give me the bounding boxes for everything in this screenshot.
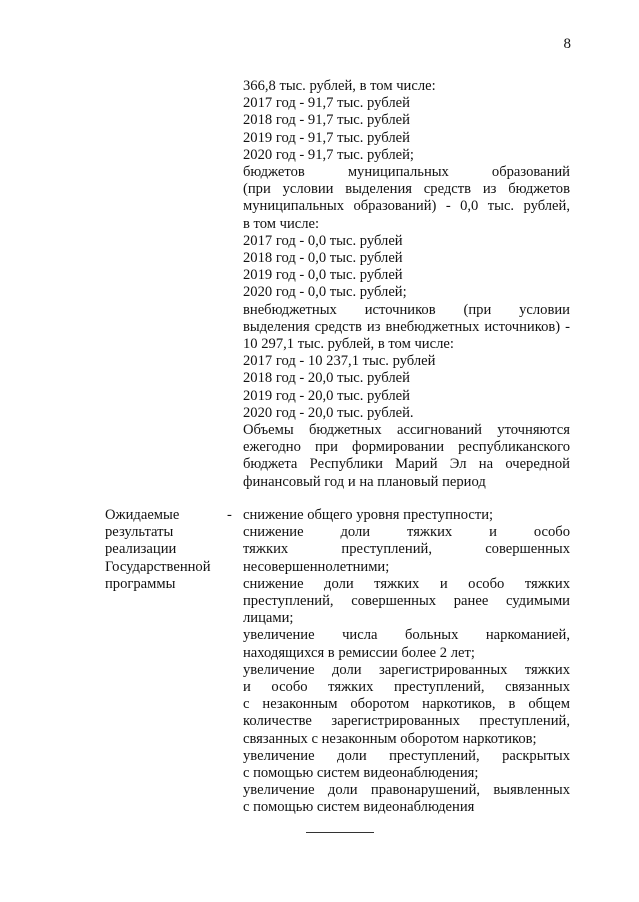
text-line: 2019 год - 0,0 тыс. рублей (243, 267, 403, 284)
page-number: 8 (563, 36, 571, 52)
text-line: преступлений, совершенных ранее судимыми (243, 593, 570, 610)
text-line: 2020 год - 20,0 тыс. рублей. (243, 404, 414, 421)
result-item (243, 524, 570, 576)
text-line: связанных с незаконным оборотом наркотиков; (243, 730, 537, 747)
text-line: увеличение доли правонарушений, выявленных (243, 782, 570, 799)
end-divider (306, 832, 374, 833)
text-line: 366,8 тыс. рублей, в том числе: (243, 78, 436, 94)
text-line: в том числе: (243, 215, 320, 232)
result-item (243, 748, 570, 782)
label-dash: - (227, 507, 232, 523)
text-line: бюджетов муниципальных образований (243, 164, 570, 181)
text-line: внебюджетных источников (при условии (243, 301, 570, 318)
result-item (243, 507, 570, 524)
expected-results-list (243, 507, 570, 817)
label-line: Государственной (105, 558, 211, 575)
result-item (243, 627, 570, 661)
text-line: ежегодно при формировании республиканского (243, 439, 570, 456)
text-line: финансовый год и на плановый период (243, 473, 486, 490)
result-item (243, 782, 570, 816)
text-line: с помощью систем видеонаблюдения (243, 799, 475, 816)
text-line: 2019 год - 20,0 тыс. рублей (243, 387, 410, 404)
text-line: снижение доли тяжких и особо тяжких (243, 575, 570, 592)
results-label (105, 507, 223, 593)
label-line: Ожидаемые (105, 507, 180, 523)
text-line: бюджета Республики Марий Эл на очередной (243, 456, 570, 473)
text-line: 2019 год - 91,7 тыс. рублей (243, 129, 410, 146)
text-line: 10 297,1 тыс. рублей, в том числе: (243, 336, 454, 353)
text-line: увеличение доли зарегистрированных тяжких (243, 661, 570, 678)
text-line: увеличение доли преступлений, раскрытых (243, 747, 570, 764)
text-line: муниципальных образований) - 0,0 тыс. рублей, (243, 198, 570, 215)
label-line: реализации (105, 541, 177, 558)
funding-sources-text (243, 78, 570, 491)
text-line: 2017 год - 0,0 тыс. рублей (243, 232, 403, 249)
label-line: программы (105, 575, 176, 592)
text-line: 2020 год - 0,0 тыс. рублей; (243, 284, 407, 301)
text-line: выделения средств из внебюджетных источников) - (243, 318, 570, 335)
text-line: 2017 год - 91,7 тыс. рублей (243, 95, 410, 112)
text-line: лицами; (243, 610, 294, 627)
result-item (243, 576, 570, 628)
text-line: Объемы бюджетных ассигнований уточняются (243, 422, 570, 439)
text-line: с помощью систем видеонаблюдения; (243, 765, 479, 782)
text-line: тяжких преступлений, совершенных (243, 541, 570, 558)
text-line: 2018 год - 20,0 тыс. рублей (243, 370, 410, 387)
text-line: снижение доли тяжких и особо (243, 524, 570, 541)
result-item (243, 662, 570, 748)
text-line: с незаконным оборотом наркотиков, в общем (243, 696, 570, 713)
text-line: 2018 год - 91,7 тыс. рублей (243, 112, 410, 129)
text-line: 2020 год - 91,7 тыс. рублей; (243, 146, 414, 163)
text-line: 2018 год - 0,0 тыс. рублей (243, 250, 403, 267)
text-line: количестве зарегистрированных преступлений, (243, 713, 570, 730)
text-line: несовершеннолетними; (243, 558, 390, 575)
text-line: 2017 год - 10 237,1 тыс. рублей (243, 353, 436, 370)
text-line: (при условии выделения средств из бюджетов (243, 181, 570, 198)
text-line: увеличение числа больных наркоманией, (243, 627, 570, 644)
text-line: и особо тяжких преступлений, связанных (243, 679, 570, 696)
label-line: результаты (105, 524, 174, 541)
text-line: находящихся в ремиссии более 2 лет; (243, 644, 475, 661)
text-line: снижение общего уровня преступности; (243, 507, 494, 523)
